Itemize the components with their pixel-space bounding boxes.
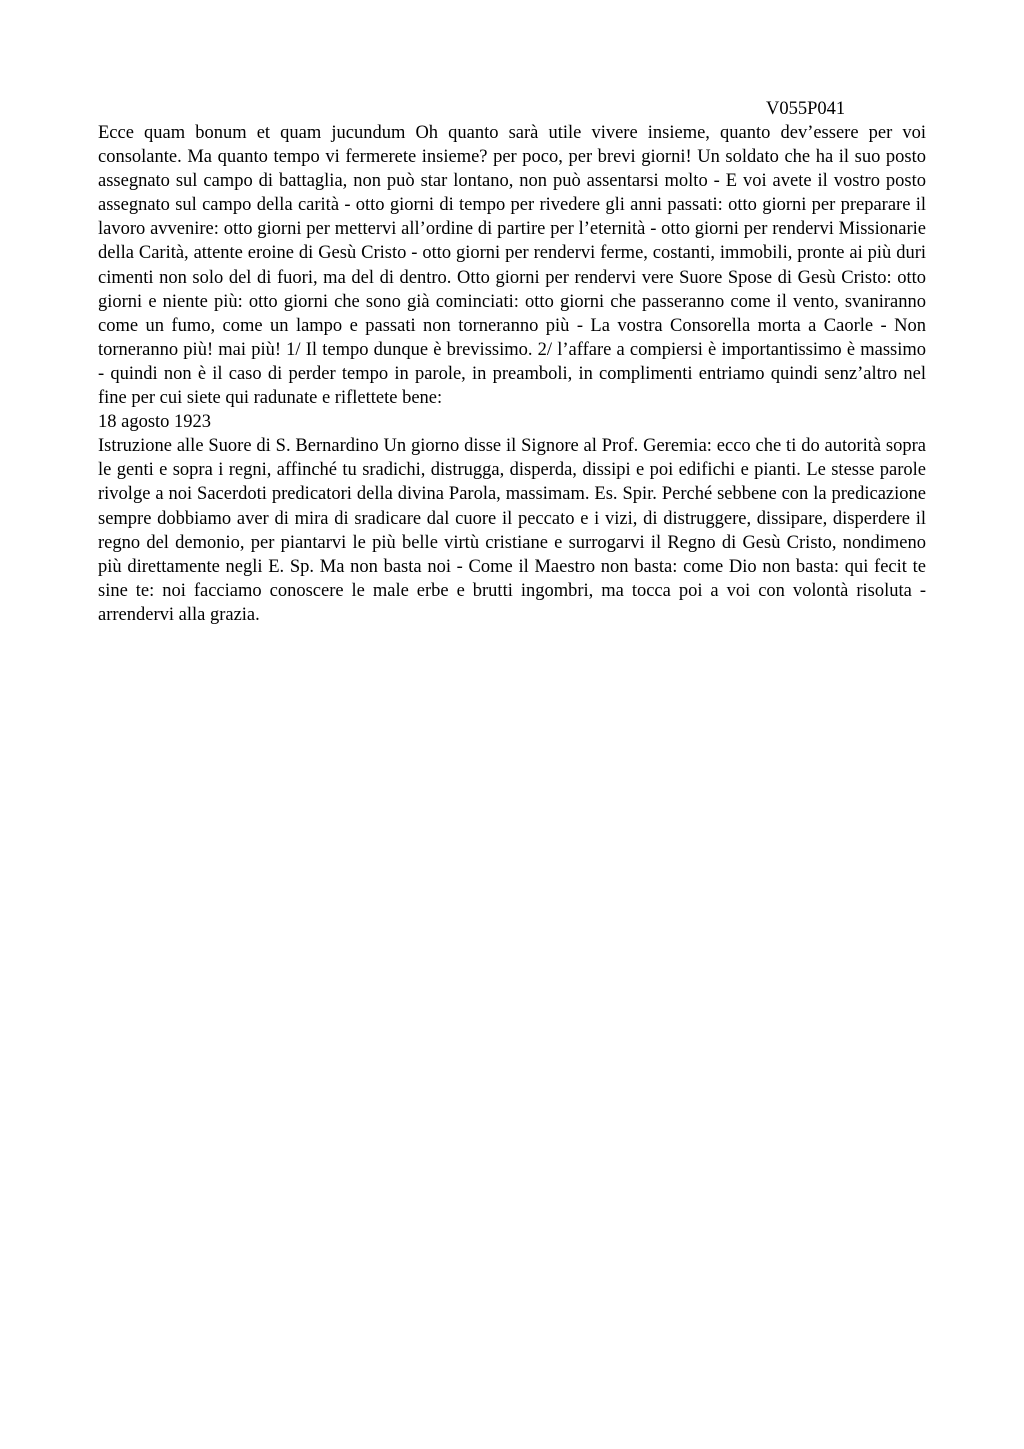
date-line: 18 agosto 1923	[98, 412, 212, 433]
document-body	[98, 121, 926, 627]
page-identifier: V055P041	[766, 99, 846, 119]
paragraph-retreat-intro: Ecce quam bonum et quam jucundum Oh quanto sarà utile vivere insieme, quanto dev’essere per voi consolante. Ma quanto tempo vi fermerete insieme? per poco, per brevi giorni! Un soldato che ha il suo posto assegnato sul campo di battaglia, non può star lontano, non può assentarsi molto - E voi avete il vostro posto assegnato sul campo della carità - otto giorni di tempo per rivedere gli anni passati: otto giorni per preparare il lavoro avvenire: otto giorni per mettervi all’ordine di partire per l’eternità - otto giorni per rendervi Missionarie della Carità, attente eroine di Gesù Cristo - otto giorni per rendervi ferme, costanti, immobili, pronte ai più duri cimenti non solo del di fuori, ma del di dentro. Otto giorni per rendervi vere Suore Spose di Gesù Cristo: otto giorni e niente più: otto giorni che sono già cominciati: otto giorni che passeranno come il vento, svaniranno come un fumo, come un lampo e passati non torneranno più - La vostra Consorella morta a Caorle - Non torneranno più! mai più! 1/ Il tempo dunque è brevissimo. 2/ l’affare a compiersi è importantissimo è massimo - quindi non è il caso di perder tempo in parole, in preamboli, in complimenti entriamo quindi senz’altro nel fine per cui siete qui radunate e riflettete bene:	[98, 123, 926, 409]
paragraph-instruction: Istruzione alle Suore di S. Bernardino Un giorno disse il Signore al Prof. Geremia: ecco che ti do autorità sopra le genti e sopra i regni, affinché tu sradichi, distrugga, disperda, dissipi e poi edifichi e pianti. Le stesse parole rivolge a noi Sacerdoti predicatori della divina Parola, massimam. Es. Spir. Perché sebbene con la predicazione sempre dobbiamo aver di mira di sradicare dal cuore il peccato e i vizi, di distruggere, dissipare, disperdere il regno del demonio, per piantarvi le più belle virtù cristiane e surrogarvi il Regno di Gesù Cristo, nondimeno più direttamente negli E. Sp. Ma non basta noi - Come il Maestro non basta: come Dio non basta: qui fecit te sine te: noi facciamo conoscere le male erbe e brutti ingombri, ma tocca poi a voi con volontà risoluta - arrendervi alla grazia.	[98, 436, 926, 625]
